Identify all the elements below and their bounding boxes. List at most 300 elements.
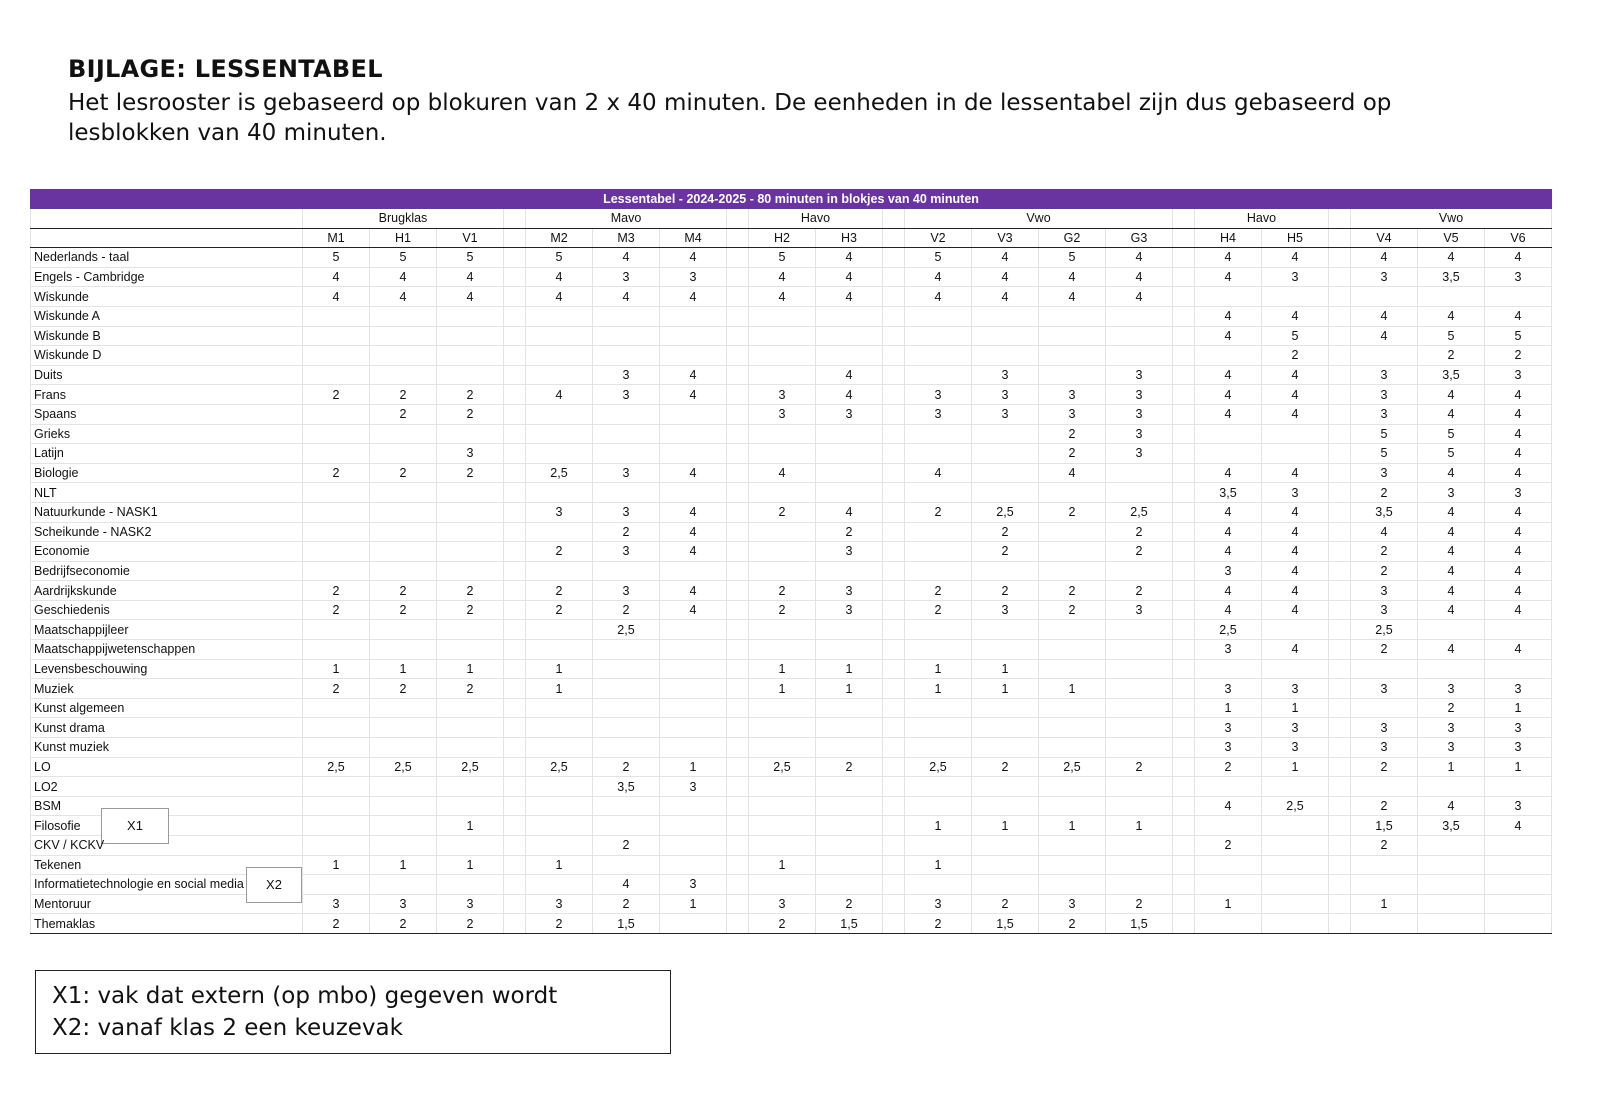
value-cell: 4 — [437, 287, 504, 307]
value-cell: 1 — [972, 816, 1039, 836]
class-header: H2 — [749, 228, 816, 248]
value-cell — [593, 424, 660, 444]
value-cell: 2 — [905, 600, 972, 620]
value-cell — [1039, 620, 1106, 640]
value-cell — [1418, 777, 1485, 797]
class-header-row — [31, 228, 1552, 248]
value-cell: 4 — [1262, 248, 1329, 268]
value-cell: 3 — [1418, 679, 1485, 699]
value-cell: 1 — [1195, 894, 1262, 914]
value-cell: 3 — [816, 542, 883, 562]
table-row — [31, 738, 1552, 758]
value-cell: 1 — [1351, 894, 1418, 914]
value-cell — [749, 444, 816, 464]
subject-cell — [31, 306, 303, 326]
value-cell — [526, 640, 593, 660]
value-cell: 4 — [1485, 463, 1552, 483]
gap-cell — [504, 796, 526, 816]
gap-cell — [1329, 502, 1351, 522]
value-cell: 4 — [1195, 267, 1262, 287]
value-cell: 2 — [1106, 757, 1173, 777]
value-cell — [593, 640, 660, 660]
value-cell — [905, 777, 972, 797]
gap-cell — [727, 444, 749, 464]
gap-cell — [727, 502, 749, 522]
subject-label: Themaklas — [34, 916, 96, 931]
value-cell: 1 — [370, 659, 437, 679]
value-cell: 5 — [370, 248, 437, 268]
class-header: M3 — [593, 228, 660, 248]
gap-cell — [1173, 385, 1195, 405]
gap-cell — [1329, 816, 1351, 836]
value-cell — [370, 738, 437, 758]
value-cell: 3 — [1195, 679, 1262, 699]
value-cell — [1106, 306, 1173, 326]
value-cell — [1039, 326, 1106, 346]
subject-label: Kunst drama — [34, 720, 105, 735]
value-cell — [816, 306, 883, 326]
value-cell: 4 — [1418, 640, 1485, 660]
value-cell: 1,5 — [972, 914, 1039, 934]
document-intro: Het lesrooster is gebaseerd op blokuren van 2 x 40 minuten. De eenheden in de lessentabel zijn dus gebaseerd op lesblokken van 40 minuten. — [68, 90, 1392, 146]
value-cell — [816, 561, 883, 581]
gap-cell — [1329, 757, 1351, 777]
value-cell — [660, 620, 727, 640]
subject-label: Natuurkunde - NASK1 — [34, 505, 158, 520]
value-cell — [1106, 836, 1173, 856]
value-cell: 4 — [1262, 600, 1329, 620]
value-cell: 1 — [972, 679, 1039, 699]
value-cell — [1262, 836, 1329, 856]
gap-cell — [1173, 757, 1195, 777]
gap-cell — [727, 522, 749, 542]
gap-cell — [1173, 483, 1195, 503]
gap-cell — [1329, 796, 1351, 816]
value-cell — [1106, 346, 1173, 366]
gap-cell — [1329, 209, 1351, 229]
value-cell — [816, 855, 883, 875]
gap-cell — [1173, 444, 1195, 464]
value-cell: 1 — [303, 855, 370, 875]
gap-cell — [727, 228, 749, 248]
gap-cell — [727, 385, 749, 405]
gap-cell — [883, 659, 905, 679]
table-row — [31, 404, 1552, 424]
value-cell: 4 — [1351, 306, 1418, 326]
value-cell: 2 — [593, 522, 660, 542]
value-cell — [1106, 620, 1173, 640]
gap-cell — [504, 209, 526, 229]
value-cell: 2 — [1262, 346, 1329, 366]
value-cell — [905, 483, 972, 503]
value-cell — [816, 816, 883, 836]
gap-cell — [504, 444, 526, 464]
value-cell — [1418, 659, 1485, 679]
gap-cell — [727, 209, 749, 229]
table-row — [31, 267, 1552, 287]
value-cell: 3 — [370, 894, 437, 914]
value-cell — [972, 306, 1039, 326]
class-header: G2 — [1039, 228, 1106, 248]
gap-cell — [883, 777, 905, 797]
gap-cell — [1329, 581, 1351, 601]
value-cell — [437, 698, 504, 718]
value-cell: 4 — [303, 267, 370, 287]
value-cell: 2 — [1106, 894, 1173, 914]
table-row — [31, 385, 1552, 405]
value-cell — [660, 914, 727, 934]
value-cell: 1 — [437, 659, 504, 679]
value-cell — [972, 444, 1039, 464]
value-cell: 2 — [526, 581, 593, 601]
gap-cell — [1329, 718, 1351, 738]
class-header: M1 — [303, 228, 370, 248]
value-cell: 3 — [1106, 424, 1173, 444]
gap-cell — [883, 209, 905, 229]
value-cell — [905, 561, 972, 581]
value-cell: 1 — [303, 659, 370, 679]
gap-cell — [883, 248, 905, 268]
value-cell — [905, 444, 972, 464]
value-cell — [303, 444, 370, 464]
value-cell: 5 — [1418, 444, 1485, 464]
group-header: Vwo — [905, 209, 1173, 229]
value-cell: 2 — [370, 581, 437, 601]
value-cell: 1 — [749, 855, 816, 875]
value-cell: 2 — [303, 385, 370, 405]
value-cell — [370, 875, 437, 895]
subject-cell — [31, 561, 303, 581]
gap-cell — [1173, 287, 1195, 307]
value-cell — [1262, 816, 1329, 836]
value-cell: 4 — [660, 365, 727, 385]
value-cell: 1 — [1262, 698, 1329, 718]
subject-cell — [31, 483, 303, 503]
value-cell — [593, 659, 660, 679]
gap-cell — [883, 718, 905, 738]
subject-cell — [31, 463, 303, 483]
subject-cell — [31, 698, 303, 718]
value-cell: 1 — [905, 679, 972, 699]
subject-cell — [31, 326, 303, 346]
gap-cell — [1329, 424, 1351, 444]
gap-cell — [727, 365, 749, 385]
value-cell — [660, 346, 727, 366]
value-cell: 3 — [1195, 718, 1262, 738]
gap-cell — [1173, 698, 1195, 718]
value-cell — [1418, 894, 1485, 914]
subject-label: Wiskunde D — [34, 348, 102, 363]
value-cell: 4 — [593, 875, 660, 895]
gap-cell — [504, 542, 526, 562]
subject-cell — [31, 914, 303, 934]
gap-cell — [727, 326, 749, 346]
table-row — [31, 542, 1552, 562]
value-cell: 3 — [749, 385, 816, 405]
value-cell: 3 — [1039, 385, 1106, 405]
gap-cell — [727, 796, 749, 816]
class-header: V2 — [905, 228, 972, 248]
value-cell — [1106, 640, 1173, 660]
value-cell: 4 — [660, 385, 727, 405]
value-cell: 1 — [1039, 679, 1106, 699]
value-cell — [437, 424, 504, 444]
value-cell — [303, 346, 370, 366]
value-cell — [370, 502, 437, 522]
value-cell: 4 — [905, 267, 972, 287]
class-header: G3 — [1106, 228, 1173, 248]
value-cell: 2 — [1106, 522, 1173, 542]
value-cell — [1262, 875, 1329, 895]
value-cell — [1039, 365, 1106, 385]
value-cell: 4 — [1418, 502, 1485, 522]
value-cell: 4 — [370, 267, 437, 287]
gap-cell — [1329, 385, 1351, 405]
value-cell — [526, 306, 593, 326]
gap-cell — [883, 444, 905, 464]
value-cell: 2 — [1195, 757, 1262, 777]
value-cell: 4 — [1418, 581, 1485, 601]
value-cell — [370, 522, 437, 542]
value-cell — [905, 306, 972, 326]
subject-cell — [31, 738, 303, 758]
class-header: V4 — [1351, 228, 1418, 248]
gap-cell — [1173, 679, 1195, 699]
value-cell: 4 — [1485, 816, 1552, 836]
value-cell — [526, 404, 593, 424]
gap-cell — [727, 757, 749, 777]
value-cell: 3 — [593, 463, 660, 483]
table-banner-row — [31, 190, 1552, 209]
gap-cell — [504, 404, 526, 424]
value-cell: 4 — [1418, 306, 1485, 326]
value-cell: 3 — [1485, 679, 1552, 699]
value-cell — [816, 875, 883, 895]
table-row — [31, 894, 1552, 914]
value-cell — [303, 875, 370, 895]
value-cell: 3,5 — [1418, 816, 1485, 836]
value-cell — [905, 836, 972, 856]
value-cell — [749, 738, 816, 758]
value-cell — [749, 816, 816, 836]
value-cell — [526, 346, 593, 366]
value-cell — [749, 365, 816, 385]
gap-cell — [1173, 600, 1195, 620]
value-cell — [660, 796, 727, 816]
value-cell: 3 — [905, 404, 972, 424]
value-cell — [1039, 875, 1106, 895]
value-cell — [749, 777, 816, 797]
gap-cell — [1329, 698, 1351, 718]
subject-label: Muziek — [34, 681, 74, 696]
value-cell — [972, 620, 1039, 640]
value-cell — [1106, 796, 1173, 816]
subject-cell — [31, 816, 303, 836]
value-cell — [660, 836, 727, 856]
gap-cell — [1173, 659, 1195, 679]
class-header: M2 — [526, 228, 593, 248]
value-cell — [972, 424, 1039, 444]
value-cell: 3 — [1195, 738, 1262, 758]
value-cell: 4 — [972, 287, 1039, 307]
value-cell — [1262, 659, 1329, 679]
gap-cell — [727, 463, 749, 483]
value-cell: 2 — [303, 581, 370, 601]
subject-cell — [31, 385, 303, 405]
gap-cell — [1173, 875, 1195, 895]
value-cell — [972, 836, 1039, 856]
gap-cell — [727, 620, 749, 640]
value-cell: 3 — [437, 444, 504, 464]
value-cell — [905, 620, 972, 640]
value-cell — [303, 777, 370, 797]
subject-label: Wiskunde — [34, 289, 89, 304]
value-cell: 2 — [972, 581, 1039, 601]
value-cell: 5 — [437, 248, 504, 268]
gap-cell — [504, 738, 526, 758]
subject-cell — [31, 424, 303, 444]
value-cell — [972, 777, 1039, 797]
value-cell — [1106, 855, 1173, 875]
value-cell — [1106, 718, 1173, 738]
value-cell: 3 — [660, 875, 727, 895]
table-row — [31, 326, 1552, 346]
value-cell — [660, 404, 727, 424]
value-cell: 2 — [370, 385, 437, 405]
value-cell: 2 — [972, 542, 1039, 562]
value-cell: 4 — [1262, 581, 1329, 601]
value-cell — [303, 836, 370, 856]
gap-cell — [504, 287, 526, 307]
value-cell: 4 — [749, 463, 816, 483]
table-row — [31, 561, 1552, 581]
value-cell — [1351, 659, 1418, 679]
gap-cell — [1173, 522, 1195, 542]
value-cell: 3 — [816, 404, 883, 424]
gap-cell — [883, 463, 905, 483]
value-cell: 3 — [1106, 600, 1173, 620]
value-cell — [1039, 561, 1106, 581]
value-cell — [1351, 855, 1418, 875]
gap-cell — [1173, 326, 1195, 346]
value-cell — [972, 463, 1039, 483]
value-cell — [303, 620, 370, 640]
gap-cell — [504, 346, 526, 366]
value-cell: 3 — [816, 600, 883, 620]
value-cell — [1485, 836, 1552, 856]
gap-cell — [1329, 836, 1351, 856]
value-cell: 3 — [593, 542, 660, 562]
value-cell: 2,5 — [1106, 502, 1173, 522]
value-cell — [1106, 777, 1173, 797]
value-cell: 4 — [593, 287, 660, 307]
value-cell — [526, 718, 593, 738]
value-cell: 2 — [1351, 561, 1418, 581]
gap-cell — [727, 698, 749, 718]
gap-cell — [883, 267, 905, 287]
gap-cell — [504, 718, 526, 738]
value-cell: 5 — [749, 248, 816, 268]
value-cell: 3 — [1039, 894, 1106, 914]
value-cell: 3 — [1106, 444, 1173, 464]
gap-cell — [883, 365, 905, 385]
gap-cell — [883, 600, 905, 620]
value-cell — [370, 561, 437, 581]
gap-cell — [883, 620, 905, 640]
value-cell — [660, 640, 727, 660]
subject-label: CKV / KCKV — [34, 838, 105, 853]
value-cell — [1106, 679, 1173, 699]
value-cell — [370, 640, 437, 660]
subject-label: Bedrijfseconomie — [34, 563, 130, 578]
value-cell: 2,5 — [905, 757, 972, 777]
value-cell — [905, 424, 972, 444]
subject-cell — [31, 777, 303, 797]
gap-cell — [883, 914, 905, 934]
value-cell — [660, 483, 727, 503]
value-cell — [437, 365, 504, 385]
value-cell: 5 — [1485, 326, 1552, 346]
gap-cell — [1329, 894, 1351, 914]
gap-cell — [883, 502, 905, 522]
gap-cell — [1173, 209, 1195, 229]
subject-cell — [31, 248, 303, 268]
value-cell — [816, 463, 883, 483]
gap-cell — [883, 483, 905, 503]
gap-cell — [1173, 855, 1195, 875]
subject-label: Economie — [34, 544, 90, 559]
value-cell: 1 — [526, 855, 593, 875]
value-cell — [303, 326, 370, 346]
value-cell — [1262, 620, 1329, 640]
value-cell: 1 — [1262, 757, 1329, 777]
gap-cell — [727, 267, 749, 287]
value-cell — [749, 640, 816, 660]
gap-cell — [1329, 287, 1351, 307]
value-cell — [1418, 914, 1485, 934]
value-cell: 4 — [660, 463, 727, 483]
value-cell: 1 — [1418, 757, 1485, 777]
value-cell: 1 — [816, 679, 883, 699]
gap-cell — [883, 346, 905, 366]
value-cell — [1485, 620, 1552, 640]
value-cell: 3 — [972, 404, 1039, 424]
value-cell — [749, 483, 816, 503]
gap-cell — [883, 522, 905, 542]
value-cell — [593, 679, 660, 699]
value-cell: 4 — [1106, 287, 1173, 307]
value-cell: 2 — [1039, 914, 1106, 934]
gap-cell — [1329, 542, 1351, 562]
value-cell — [437, 346, 504, 366]
class-header: V1 — [437, 228, 504, 248]
gap-cell — [504, 600, 526, 620]
mark-x2: X2 — [246, 867, 302, 903]
value-cell: 2 — [1351, 836, 1418, 856]
value-cell: 2 — [905, 914, 972, 934]
value-cell: 2,5 — [303, 757, 370, 777]
value-cell — [526, 796, 593, 816]
value-cell: 1 — [749, 679, 816, 699]
value-cell: 4 — [660, 287, 727, 307]
gap-cell — [727, 659, 749, 679]
value-cell: 2,5 — [972, 502, 1039, 522]
gap-cell — [504, 875, 526, 895]
value-cell: 2 — [437, 679, 504, 699]
subject-label: Wiskunde A — [34, 309, 101, 324]
group-header: Vwo — [1351, 209, 1552, 229]
value-cell — [1039, 738, 1106, 758]
